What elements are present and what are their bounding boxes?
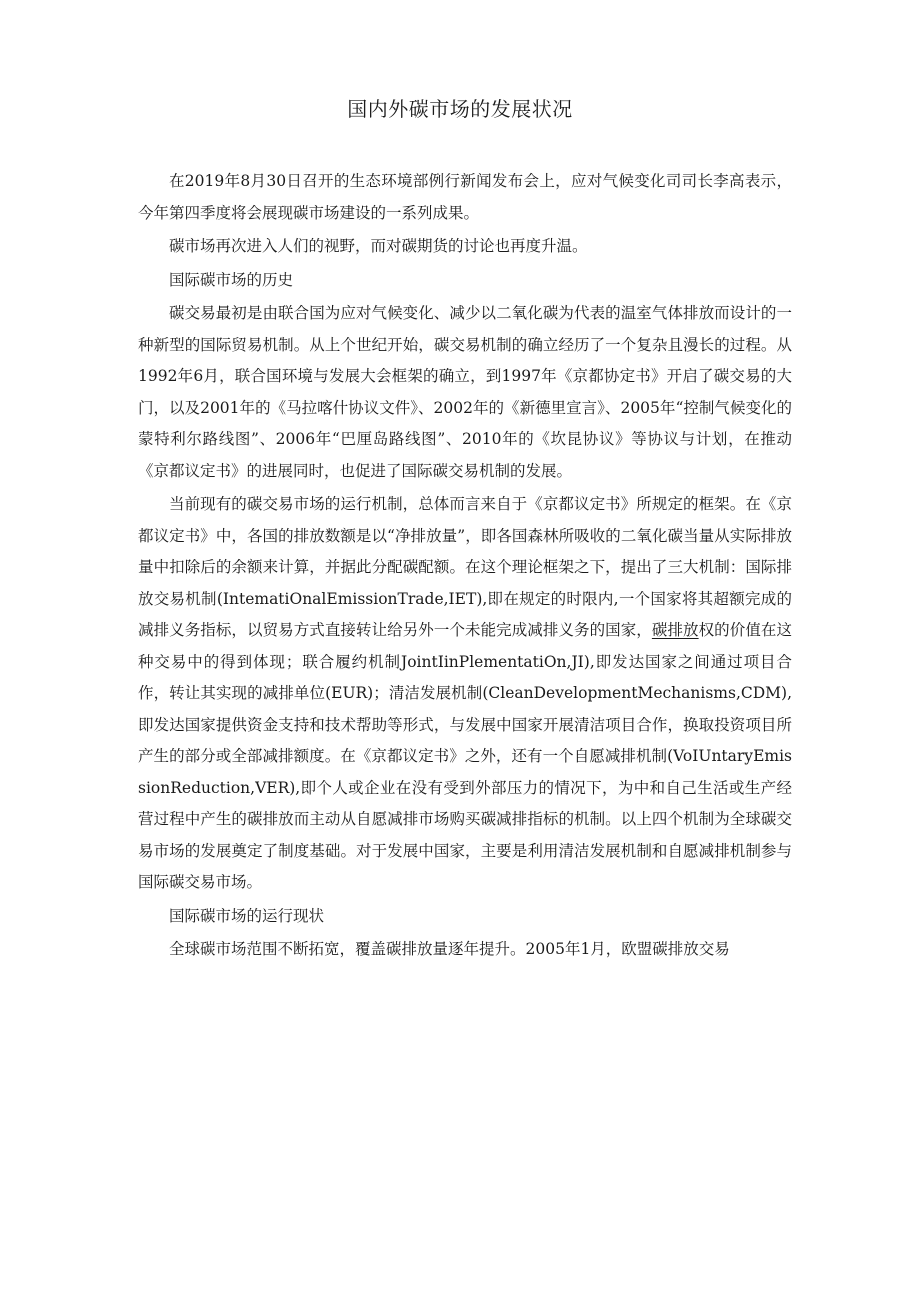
paragraph-status: 全球碳市场范围不断拓宽，覆盖碳排放量逐年提升。2005年1月，欧盟碳排放交易 [169,940,730,958]
paragraph-mechanisms-text-before: 当前现有的碳交易市场的运行机制，总体而言来自于《京都议定书》所规定的框架。在《京都议定书》中，各国的排放数额是以“净排放量”，即各国森林所吸收的二氧化碳当量从实际排放量中扣除后的余额来计算，并据此分配碳配额。在这个理论框架之下，提出了三大机制：国际排放交易机制(IntematiOnalEmissionTrade,IET),即在规定的时限内,一个国家将其超额完成的减排义务指标，以贸易方式直接转让给另外一个未能完成减排义务的国家， [138,495,792,639]
paragraph-mechanisms [138,489,792,899]
paragraph-mechanisms-text-after: 权的价值在这种交易中的得到体现；联合履约机制JointIinPlementatiOn,JI),即发达国家之间通过项目合作，转让其实现的减排单位(EUR)；清洁发展机制(CleanDevelopmentMechanisms,CDM),即发达国家提供资金支持和技术帮助等形式，与发展中国家开展清洁项目合作，换取投资项目所产生的部分或全部减排额度。在《京都议定书》之外，还有一个自愿减排机制(VoIUntaryEmissionReduction,VER),即个人或企业在没有受到外部压力的情况下，为中和自己生活或生产经营过程中产生的碳排放而主动从自愿减排市场购买碳减排指标的机制。以上四个机制为全球碳交易市场的发展奠定了制度基础。对于发展中国家，主要是利用清洁发展机制和自愿减排机制参与国际碳交易市场。 [138,621,792,891]
section-heading-history: 国际碳市场的历史 [169,270,294,289]
paragraph-intro: 在2019年8月30日召开的生态环境部例行新闻发布会上，应对气候变化司司长李高表示，今年第四季度将会展现碳市场建设的一系列成果。 [138,172,792,222]
paragraph-carbon-futures: 碳市场再次进入人们的视野，而对碳期货的讨论也再度升温。 [169,237,588,255]
document-title: 国内外碳市场的发展状况 [347,97,573,121]
paragraph-history: 碳交易最初是由联合国为应对气候变化、减少以二氧化碳为代表的温室气体排放而设计的一种新型的国际贸易机制。从上个世纪开始，碳交易机制的确立经历了一个复杂且漫长的过程。从1992年6月，联合国环境与发展大会框架的确立，到1997年《京都协定书》开启了碳交易的大门，以及2001年的《马拉喀什协议文件》、2002年的《新德里宣言》、2005年“控制气候变化的蒙特利尔路线图”、2006年“巴厘岛路线图”、2010年的《坎昆协议》等协议与计划，在推动《京都议定书》的进展同时，也促进了国际碳交易机制的发展。 [138,304,792,480]
carbon-emission-link[interactable]: 碳排放 [651,621,699,639]
document-body [138,166,792,966]
section-heading-status: 国际碳市场的运行现状 [169,906,325,925]
